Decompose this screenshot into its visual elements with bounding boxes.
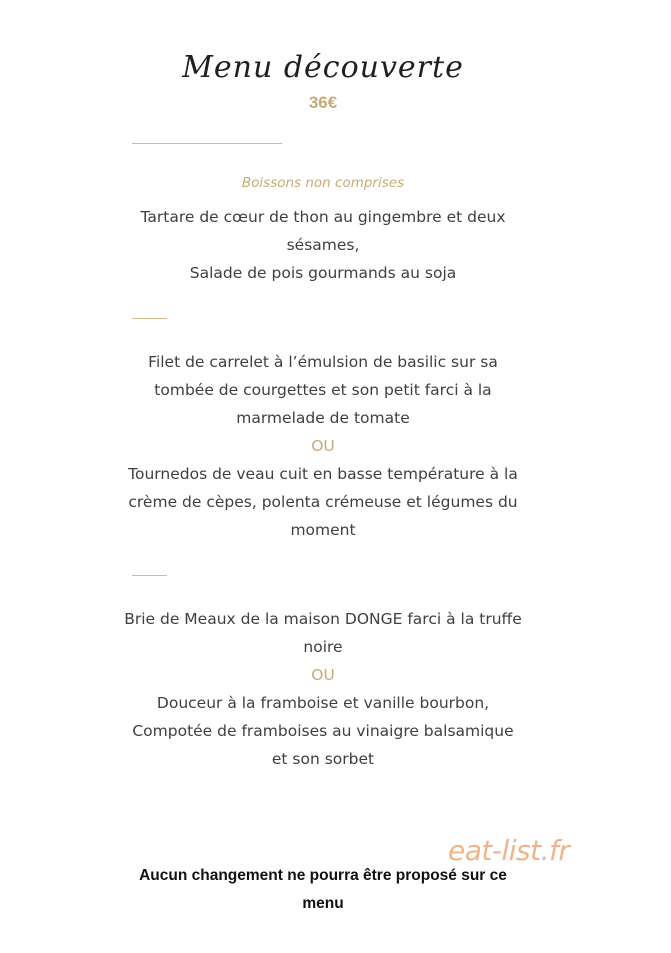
title-divider [132, 143, 282, 144]
watermark: eat-list.fr [448, 834, 570, 867]
footer-notice: Aucun changement ne pourra être proposé sur ce menu [139, 867, 507, 912]
plat-option-2: Tournedos de veau cuit en basse température à la crème de cèpes, polenta crémeuse et légumes du moment [128, 465, 518, 539]
dessert-option-2-line-2: Compotée de framboises au vinaigre balsamique et son sorbet [132, 722, 514, 768]
plat-or-separator: OU [311, 437, 335, 455]
entree-section [123, 203, 523, 287]
plat-section [123, 348, 523, 544]
plat-option-1: Filet de carrelet à l’émulsion de basilic sur sa tombée de courgettes et son petit farci à la marmelade de tomate [148, 353, 498, 427]
dessert-or-separator: OU [311, 666, 335, 684]
entree-line-2: Salade de pois gourmands au soja [189, 264, 457, 282]
menu-title: Menu découverte [182, 50, 464, 85]
section-divider-1 [132, 318, 167, 319]
section-divider-2 [132, 575, 167, 576]
dessert-section [123, 605, 523, 773]
dessert-option-2-line-1: Douceur à la framboise et vanille bourbon, [156, 694, 490, 712]
entree-line-1: Tartare de cœur de thon au gingembre et deux sésames, [140, 208, 506, 254]
menu-price: 36€ [308, 93, 338, 112]
drinks-note: Boissons non comprises [241, 175, 405, 191]
dessert-option-1: Brie de Meaux de la maison DONGE farci à la truffe noire [124, 610, 522, 656]
